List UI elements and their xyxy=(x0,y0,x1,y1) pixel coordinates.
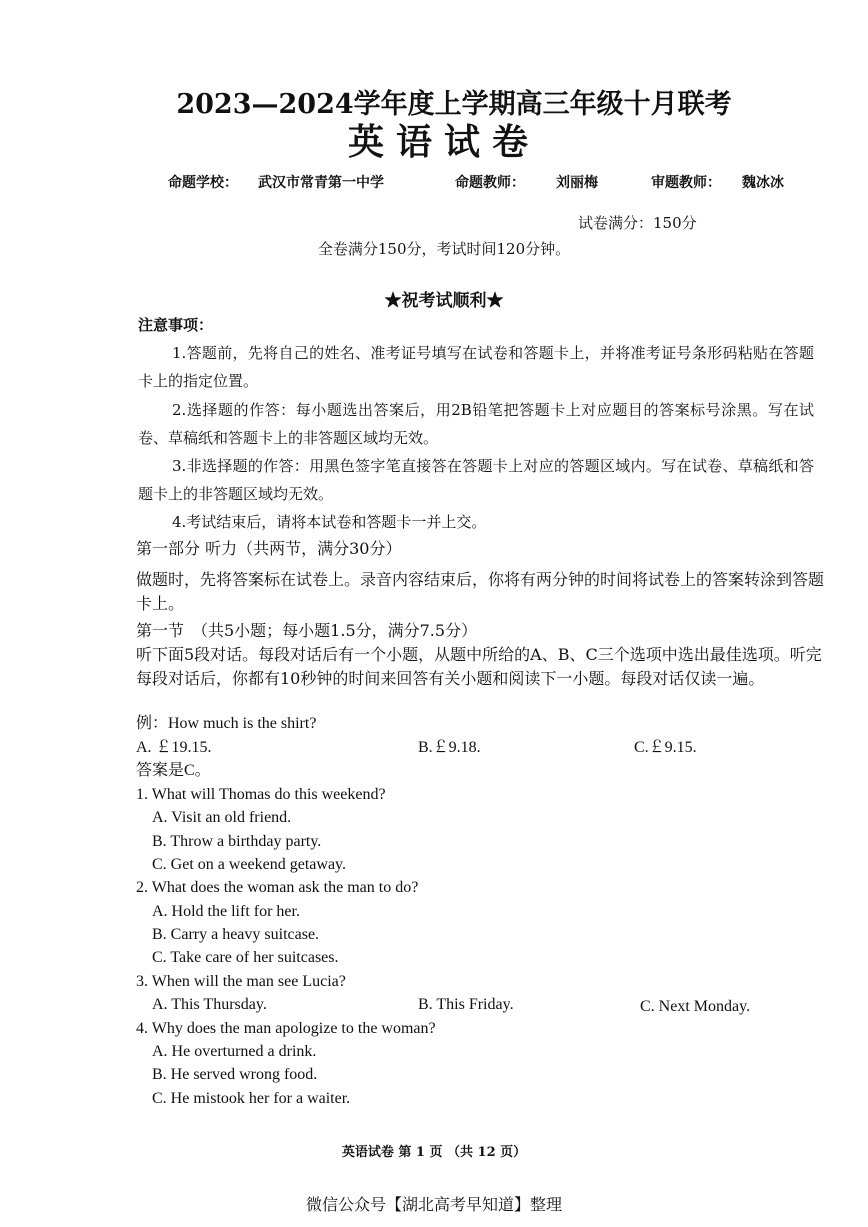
teacher-label: 命题教师： xyxy=(455,175,525,191)
question-2-stem: 2. What does the woman ask the man to do? xyxy=(136,879,419,896)
notice-heading: 注意事项： xyxy=(138,316,214,334)
notice-item-2: 2.选择题的作答：每小题选出答案后，用2B铅笔把答题卡上对应题目的答案标号涂黑。写在试卷、草稿纸和答题卡上的非答题区域均无效。 xyxy=(138,401,814,447)
example-question: 例：How much is the shirt? xyxy=(136,715,317,732)
question-2-option-a: A. Hold the lift for her. xyxy=(152,903,300,920)
reviewer-name: 魏冰冰 xyxy=(742,175,784,191)
section1-instruction: 听下面5段对话。每段对话后有一个小题，从题中所给的A、B、C三个选项中选出最佳选项。听完每段对话后，你都有10秒钟的时间来回答有关小题和阅读下一小题。每段对话仅读一遍。 xyxy=(136,645,822,688)
question-3-option-a: A. This Thursday. xyxy=(152,996,267,1013)
part1-heading: 第一部分 听力（共两节，满分30分） xyxy=(136,539,402,558)
school-name: 武汉市常青第一中学 xyxy=(258,175,384,191)
example-answer: 答案是C。 xyxy=(136,762,211,779)
reviewer-label: 审题教师： xyxy=(651,175,721,191)
question-2-option-b: B. Carry a heavy suitcase. xyxy=(152,926,320,943)
part1-instruction: 做题时，先将答案标在试卷上。录音内容结束后，你将有两分钟的时间将试卷上的答案转涂到答题卡上。 xyxy=(136,570,825,613)
question-2-option-c: C. Take care of her suitcases. xyxy=(152,949,339,966)
example-option-b: B.￡9.18. xyxy=(418,739,481,756)
question-3-stem: 3. When will the man see Lucia? xyxy=(136,973,346,990)
section1-heading: 第一节 （共5小题；每小题1.5分，满分7.5分） xyxy=(136,621,478,640)
subject-title: 英语试卷 xyxy=(347,121,540,163)
exam-title: 2023—2024学年度上学期高三年级十月联考 xyxy=(176,89,732,120)
question-1-option-a: A. Visit an old friend. xyxy=(152,809,292,826)
good-luck-banner: ★祝考试顺利★ xyxy=(384,291,504,311)
question-3-option-b: B. This Friday. xyxy=(418,996,514,1013)
question-3-option-c: C. Next Monday. xyxy=(640,998,751,1015)
question-1-option-b: B. Throw a birthday party. xyxy=(152,833,322,850)
full-score: 试卷满分：150分 xyxy=(578,214,697,232)
notice-item-1: 1.答题前，先将自己的姓名、准考证号填写在试卷和答题卡上，并将准考证号条形码粘贴在答题卡上的指定位置。 xyxy=(138,344,814,390)
example-option-c: C.￡9.15. xyxy=(634,739,697,756)
teacher-name: 刘丽梅 xyxy=(556,175,598,191)
question-4-option-c: C. He mistook her for a waiter. xyxy=(152,1090,351,1107)
notice-item-3: 3.非选择题的作答：用黑色签字笔直接答在答题卡上对应的答题区域内。写在试卷、草稿纸和答题卡上的非答题区域均无效。 xyxy=(138,457,814,503)
watermark-text: 微信公众号【湖北高考早知道】整理 xyxy=(305,1195,562,1214)
notice-item-4: 4.考试结束后，请将本试卷和答题卡一并上交。 xyxy=(172,513,487,531)
page-footer: 英语试卷 第 1 页 （共 12 页） xyxy=(341,1145,527,1160)
question-4-option-b: B. He served wrong food. xyxy=(152,1066,318,1083)
school-label: 命题学校： xyxy=(168,175,238,191)
question-4-option-a: A. He overturned a drink. xyxy=(152,1043,317,1060)
question-4-stem: 4. Why does the man apologize to the woman? xyxy=(136,1020,436,1037)
question-1-option-c: C. Get on a weekend getaway. xyxy=(152,856,346,873)
exam-intro: 全卷满分150分，考试时间120分钟。 xyxy=(317,240,571,258)
example-option-a: A. ￡19.15. xyxy=(136,739,212,756)
question-1-stem: 1. What will Thomas do this weekend? xyxy=(136,786,386,803)
